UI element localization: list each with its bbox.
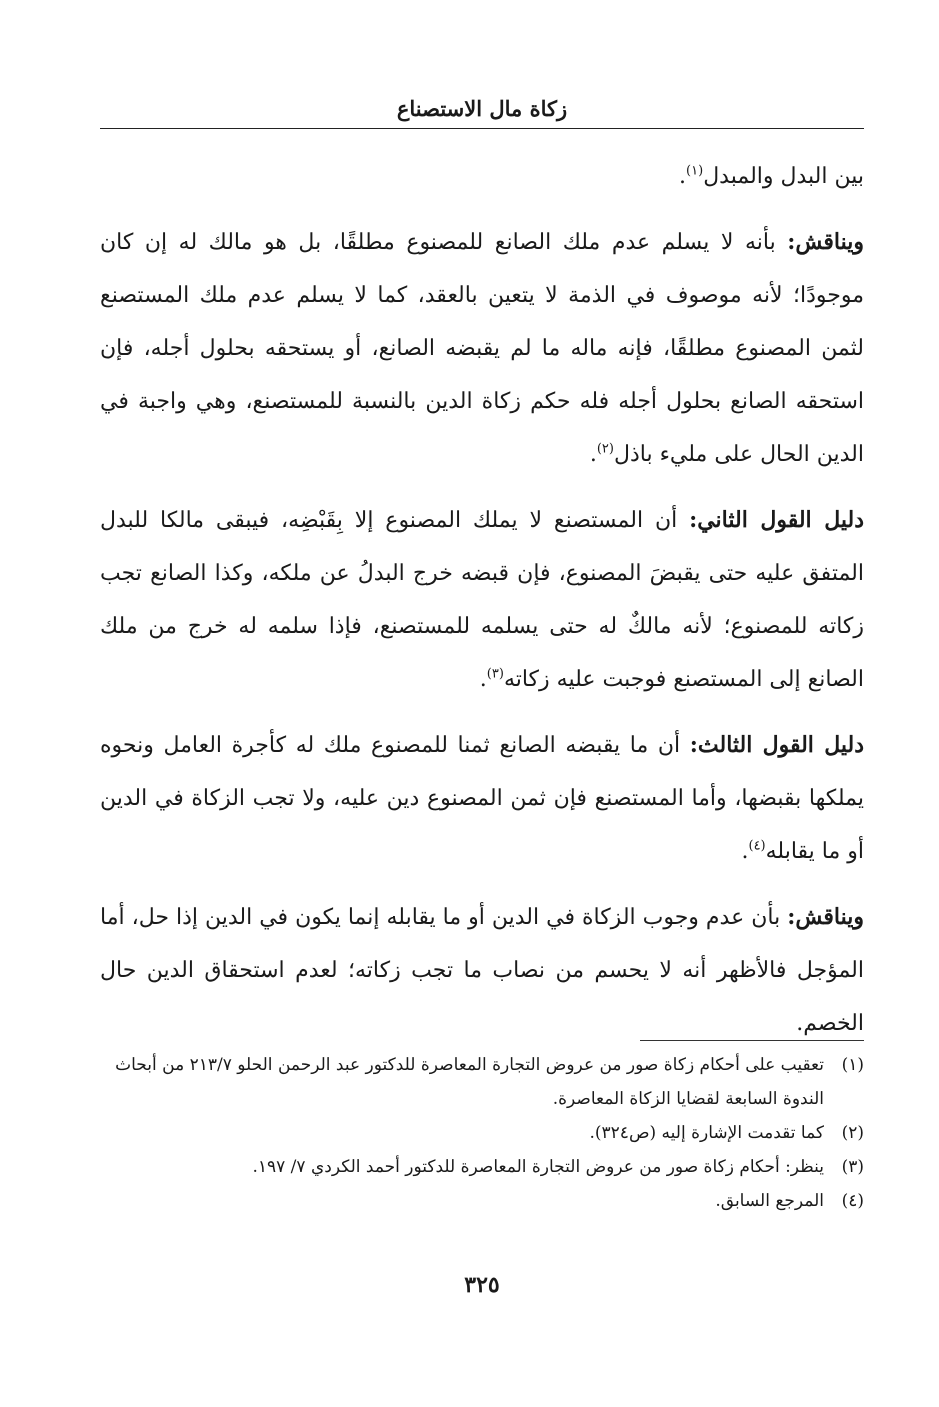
paragraph-4-end: . — [741, 839, 749, 864]
footnote-number: (٣) — [841, 1157, 864, 1177]
header-rule — [100, 128, 864, 129]
footnotes — [100, 1048, 864, 1218]
paragraph-3-lead: دليل القول الثاني: — [689, 507, 864, 533]
footnote-text: ينظر: أحكام زكاة صور من عروض التجارة المعاصرة للدكتور أحمد الكردي ٧/ ١٩٧. — [252, 1157, 824, 1177]
paragraph-2 — [100, 216, 864, 481]
footnote-number: (٤) — [841, 1191, 864, 1211]
footnote-item — [100, 1150, 864, 1184]
footnote-text: المرجع السابق. — [715, 1191, 824, 1211]
footnote-separator — [640, 1040, 864, 1041]
footnote-ref-3: (٣) — [486, 666, 504, 682]
footnote-item — [100, 1184, 864, 1218]
footnote-ref-1: (١) — [686, 163, 704, 179]
paragraph-3-end: . — [479, 667, 487, 692]
paragraph-5-lead: ويناقش: — [787, 904, 864, 930]
paragraph-4-lead: دليل القول الثالث: — [689, 732, 865, 758]
main-text — [100, 150, 864, 1063]
footnote-ref-2: (٢) — [596, 441, 614, 457]
paragraph-1-end: . — [679, 164, 687, 189]
footnote-text: تعقيب على أحكام زكاة صور من عروض التجارة المعاصرة للدكتور عبد الرحمن الحلو ٢١٣/٧ من أبحاث الندوة السابعة لقضايا الزكاة المعاصرة. — [115, 1055, 824, 1109]
paragraph-5 — [100, 891, 864, 1050]
footnote-item — [100, 1116, 864, 1150]
paragraph-3 — [100, 494, 864, 706]
paragraph-1 — [100, 150, 864, 203]
footnote-item — [100, 1048, 864, 1116]
paragraph-2-lead: ويناقش: — [787, 229, 864, 255]
running-header-title: زكاة مال الاستصناع — [396, 96, 568, 121]
page-number: ٣٢٥ — [464, 1272, 500, 1298]
paragraph-2-text: بأنه لا يسلم عدم ملك الصانع للمصنوع مطلقًا، بل هو مالك له إن كان موجودًا؛ لأنه موصوف في الذمة لا يتعين بالعقد، كما لا يسلم عدم ملك المستصنع لثمن المصنوع مطلقًا، فإنه ماله ما لم يقبضه الصانع، أو يستحقه بحلول أجله، فإن استحقه الصانع بحلول أجله فله حكم زكاة الدين بالنسبة للمستصنع، وهي واجبة في الدين الحال على مليء باذل — [100, 230, 864, 467]
footnote-text: كما تقدمت الإشارة إليه (ص٣٢٤). — [589, 1123, 824, 1143]
footnote-number: (١) — [841, 1055, 864, 1075]
footnote-number: (٢) — [841, 1123, 864, 1143]
paragraph-4-text: أن ما يقبضه الصانع ثمنا للمصنوع ملك له كأجرة العامل ونحوه يملكها بقبضها، وأما المستصنع فإن ثمن المصنوع دين عليه، ولا تجب الزكاة في الدين أو ما يقابله — [100, 733, 864, 864]
paragraph-1-text: بين البدل والمبدل — [703, 164, 864, 189]
paragraph-2-end: . — [589, 442, 597, 467]
paragraph-5-text: بأن عدم وجوب الزكاة في الدين أو ما يقابله إنما يكون في الدين إذا حل، أما المؤجل فالأظهر أنه لا يحسم من نصاب ما تجب زكاته؛ لعدم استحقاق الدين حال الخصم. — [100, 905, 864, 1036]
paragraph-4 — [100, 719, 864, 878]
footnote-ref-4: (٤) — [748, 838, 766, 854]
paragraph-3-text: أن المستصنع لا يملك المصنوع إلا بِقَبْضِه، فيبقى مالكا للبدل المتفق عليه حتى يقبضَ المصنوع، فإن قبضه خرج البدلُ عن ملكه، وكذا الصانع تجب زكاته للمصنوع؛ لأنه مالكٌ له حتى يسلمه للمستصنع، فإذا سلمه له خرج من ملك الصانع إلى المستصنع فوجبت عليه زكاته — [100, 508, 864, 692]
